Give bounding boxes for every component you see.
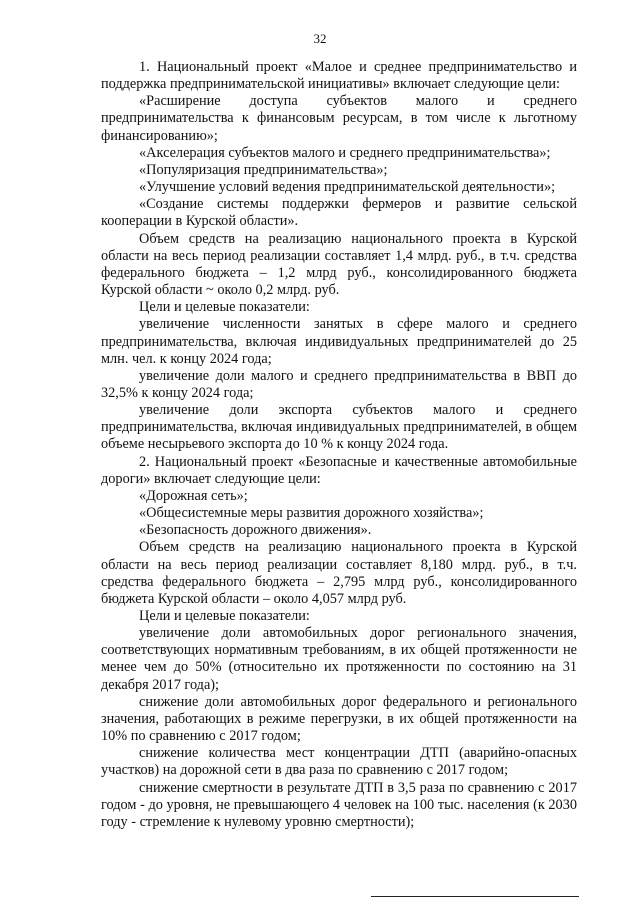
goal-item: «Общесистемные меры развития дорожного хозяйства»;: [139, 505, 484, 522]
goal-item: «Безопасность дорожного движения».: [139, 522, 372, 539]
target-item: снижение доли автомобильных дорог федерального и регионального значения, работающих в режиме перегрузки, в их общей протяженности на 10% по сравнению с 2017 годом;: [101, 693, 577, 745]
project-2-heading: 2. Национальный проект «Безопасные и качественные автомобильные дороги» включает следующие цели:: [101, 453, 577, 487]
targets-heading: Цели и целевые показатели:: [139, 299, 310, 316]
target-item: увеличение доли экспорта субъектов малого и среднего предпринимательства, включая индивидуальных предпринимателей, в общем объеме несырьевого экспорта до 10 % к концу 2024 года.: [101, 402, 577, 453]
goal-item: «Популяризация предпринимательства»;: [139, 161, 388, 178]
target-item: снижение смертности в результате ДТП в 3,5 раза по сравнению с 2017 годом - до уровня, не превышающего 4 человек на 100 тыс. населения (к 2030 году - стремление к нулевому уровню смертности);: [101, 779, 577, 830]
targets-heading: Цели и целевые показатели:: [139, 608, 310, 624]
funding-paragraph: Объем средств на реализацию национального проекта в Курской области на весь период реализации составляет 1,4 млрд. руб., в т.ч. средства федерального бюджета – 1,2 млрд руб., консолидированного бюджета Курской области ~ около 0,2 млрд. руб.: [101, 230, 577, 299]
goal-item: «Улучшение условий ведения предпринимательской деятельности»;: [139, 179, 556, 196]
target-item: увеличение доли малого и среднего предпринимательства в ВВП до 32,5% к концу 2024 года;: [101, 367, 577, 401]
footer-divider: [371, 896, 579, 897]
goal-item: «Создание системы поддержки фермеров и развитие сельской кооперации в Курской области».: [101, 196, 577, 230]
goal-item: «Акселерация субъектов малого и среднего предпринимательства»;: [139, 144, 551, 161]
target-item: увеличение доли автомобильных дорог регионального значения, соответствующих нормативным требованиям, в их общей протяженности не менее чем до 50% (относительно их протяженности по состоянию на 31 декабря 2017 года);: [101, 625, 577, 693]
document-body: [101, 59, 577, 831]
funding-paragraph: Объем средств на реализацию национального проекта в Курской области на весь период реализации составляет 8,180 млрд. руб., в т.ч. средства федерального бюджета – 2,795 млрд руб., консолидированного бюджета Курской области – около 4,057 млрд руб.: [101, 539, 577, 607]
goal-item: «Расширение доступа субъектов малого и среднего предпринимательства к финансовым ресурсам, в том числе к льготному финансированию»;: [101, 93, 577, 144]
target-item: снижение количества мест концентрации ДТП (аварийно-опасных участков) на дорожной сети в два раза по сравнению с 2017 годом;: [101, 745, 577, 779]
project-1-heading: 1. Национальный проект «Малое и среднее предпринимательство и поддержка предпринимательской инициативы» включает следующие цели:: [101, 59, 577, 93]
page-number: 32: [313, 31, 327, 46]
target-item: увеличение численности занятых в сфере малого и среднего предпринимательства, включая индивидуальных предпринимателей до 25 млн. чел. к концу 2024 года;: [101, 316, 577, 367]
goal-item: «Дорожная сеть»;: [139, 487, 248, 504]
